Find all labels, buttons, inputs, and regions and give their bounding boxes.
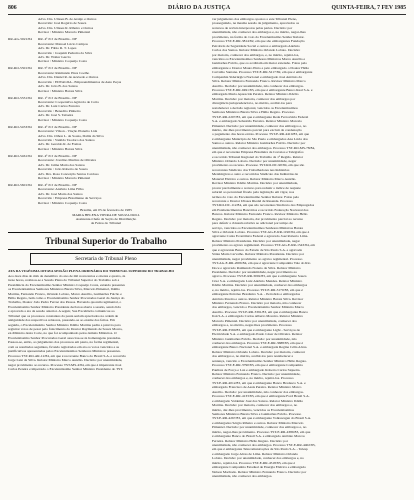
minutes-line: Relator Ministro Orlando Lobato. Decisão: por maioria, conhecer [212,349,306,354]
minutes-line: dos embargos e, no mérito, acolhê-los para restabelecer a [212,354,294,359]
entry-text: Adv. Dr. Fábio R. T. Lopes [38,46,77,51]
minutes-line: Processo TST-E-RR-4133/83, em que é embargante Ford Brasil S.A. [212,394,310,399]
secretaria-box [30,253,182,266]
minutes-line: S.A. e embargado Sebastião Ferreira. Relator Ministro Marcelo [212,119,302,124]
minutes-line: Ildélio Martins. Decisão: por unanimidade, conhecer dos embargos [212,283,308,288]
entry-text: RR. 4ª JCJ de Brasília - DF [38,124,77,129]
entry-text: Revisor : Ministro Barata Silva [38,146,83,151]
minutes-line: vencidos os Excelentíssimos Senhores Ministros Marco Aurélio e [212,56,306,61]
ata-line: Presidência do Excelentíssimo Senhor Ministro Coqueijo Costa, estando presentes [8,282,125,287]
ata-line: justificativas apresentadas pelos Excelentíssimos Senhores Ministros presentes. [8,349,121,354]
entry-text: Revisor : Ministro Coqueijo Costa [38,200,87,205]
minutes-line: unanimidade, não conhecer dos embargos. Processo TST-RO-MS-78/84, [212,145,316,150]
process-code: RR-RO-5301/84 [8,66,32,71]
ata-line: registrar votos de pesar pelo falecimento do Doutor Raymundo de Souza Moura, [8,327,123,331]
process-code: RR-RO-5601/84 [8,182,32,187]
minutes-line: é embargante Município de São Paulo e embargados Ana Lúcia dos [212,136,308,141]
minutes-line: Metalúrgicas e outro e recorridos Sindicato das Indústrias de [212,172,299,177]
minutes-line: Senhores Ministros Barata Silva e Guimarães Falcão. Processo [212,411,302,416]
minutes-line: agravo. Processo TST-E-RR-3002/83, em que é embargante Souza [212,274,307,279]
minutes-line: Guimarães Falcão, que os acolhiam em maior extensão. Falou pelo [212,61,308,66]
entry-text: Revisor : Ministro Marcelo Pimentel [38,30,91,35]
ata-line: treze horas, realizou-se a Sessão Plena do Tribunal Superior do Trabalho sob a [8,278,120,283]
ata-line: Passou-se, então, ao julgamento dos processos em pauta, na forma regimental, [8,340,120,345]
ata-line: Excelentíssimo Senhor Ministro Presidente declarou aberta a sessão, sendo lida [8,304,121,309]
minutes-line: TST-E-RR-2207/83, em que é embargante Rede Ferroviária Federal [212,114,309,119]
process-code: RR-RO-5453/84 [8,124,32,129]
minutes-line: dos embargos, vencido o Excelentíssimo Senhor Ministro Marco [212,305,304,310]
ata-heading: ATA DA VIGÉSIMA OITAVA SESSÃO PLENA ORDINÁRIA DO TRIBUNAL SUPERIOR DO TRABALHO [8,269,175,274]
minutes-line: é embargante Banco do Brasil S.A. e embargado Antônio Marcos [212,434,305,439]
entry-text: Recorrente: Manoel Lúcio Campos [38,41,88,46]
distribution-list [8,17,204,205]
ata-line: seguida, o Excelentíssimo Senhor Ministro Ildélio Martins pediu a palavra para [8,322,121,327]
minutes-line: provimento ao recurso. Processo TST-RO-DC-90/84, em que são [212,163,305,168]
entry-text: RR. 5ª JCJ de Brasília - DF [38,66,77,71]
ata-text [8,269,204,371]
minutes-line: mérito, negar-lhes provimento. Processo TST-E-RR-4389/83, em que [212,429,311,434]
entry-text: Adv. Dr. Walter Garcia [38,55,71,59]
page-header [8,4,406,15]
minutes-line: Silva. Relator Ministro Fernando Franco. Revisor Ministro Marco [212,79,306,84]
minutes-line: Processo TST-E-RR-0491/83, em que é embargante Banco Real S.A. e [212,88,313,92]
minutes-line: unanimidade, não conhecer dos embargos e, no mérito, negar-lhes [212,30,306,35]
entry-line [8,147,204,151]
ata-line: os Excelentíssimos Senhores Ministros Barata Silva, Marcelo Pimentel, Ildélio [8,287,120,292]
ata-line: Jorge Luiz da Silva. Relator Ministro Marco Aurélio. Decisão: por unanimidade, [8,358,123,363]
signatory-name: MARIA HELENA VIEIRA DE SOUZA DOLL [72,212,140,217]
minutes-line: Martins. Decisão: por maioria, conhecer dos embargos e, no [212,403,298,408]
minutes-line: Bancos. Relator Ministro Fernando Franco. Revisor Ministro Hélio [212,212,308,217]
minutes-line: TST-E-RR-4012/83, em que é embargante Banco Bradesco S.A. e [212,380,306,385]
ata-line: Tribunal que os processos constantes da pauta seriam apreciados na ordem de [8,313,119,318]
closing-date: Brasília, em 05 de fevereiro de 1985 [80,208,132,213]
distribution-entry [8,183,204,205]
ata-line: Carlos Pereira e impetrado o Excelentíssimo Senhor Ministro Presidente do TST. [8,366,124,371]
minutes-line: e embargado Valdemar José dos Santos. Relator Ministro Ildélio [212,398,304,403]
minutes-line: Revisor Ministro Ildélio Martins. Decisão: por unanimidade, [212,181,299,186]
minutes-line: recorrentes Sindicato dos Trabalhadores nas Indústrias [212,167,290,172]
entry-text: Adv. Dr. Jaime Maria dos Santos [38,162,85,167]
entry-text: Adv. Dr. José Maria dos Santos [38,191,83,196]
entry-text: Recorrente: Cooperativa Agrícola de Cotia [38,99,99,104]
process-code: RR-AG-5021/84 [8,37,32,42]
entry-line [8,89,204,93]
entry-text: Recorrente: Vilson - Viação Planalto Ltda [38,129,98,134]
minutes-line: recorrente o Doutor Ulisses Riedel de Resende. Processo [212,198,293,203]
minutes-line: Aurélio. Decisão: por unanimidade, não conhecer dos embargos. [212,389,304,394]
page-number: 806 [8,5,17,11]
minutes-line: e, no mérito, rejeitá-los. Processo TST-E-RR-3170/83, em que é [212,287,303,292]
signatory-section: de Feitos do Tribunal [90,221,122,226]
distribution-entry [8,17,204,35]
minutes-line: mérito, dar-lhes provimento parcial para excluir da condenação [212,127,302,132]
entry-line [8,176,204,180]
minutes-line: recursos de revista interpostos pelas partes. Decisão: por [212,25,293,30]
minutes-line: agravante Caixa Econômica Federal e agravado José Roberto Lima. [212,234,309,239]
minutes-line: salarial ao percentual fixado pela legislação em vigor, nos [212,190,295,195]
left-column [8,17,204,371]
minutes-line: Ferreira. Relator Ministro Hélio Regato. Decisão: por [212,438,289,443]
minutes-line: unanimidade, negar provimento ao agravo regimental. Processo [212,256,303,261]
minutes-line: conhecer dos embargos. Processo TST-E-RR-3688/83, em que é [212,340,304,345]
minutes-line: Doce e agravado Raimundo Nonato da Silva. Relator Ministro [212,265,301,270]
secretaria-title: Secretaria do Tribunal Pleno [75,255,137,262]
minutes-line: que é agravante Banco do Estado de São Paulo S.A. e agravada [212,247,302,252]
minutes-line: Processo TST-E-RR-3814/82, em que são embargantes Fundação [212,39,305,44]
entry-line [8,30,204,34]
minutes-line: Carlos dos Santos. Relator Ministro Orlando Lobato. Decisão: [212,48,301,53]
ata-line: Martins, Fernando Franco, Orlando Lobato, Marco Aurélio, Guimarães Falcão e [8,291,122,296]
minutes-line: Lobato. Decisão: por unanimidade, conhecer dos embargos e, no [212,456,304,461]
minutes-line: embargado Francisco de Assis Pereira. Relator Ministro Marco [212,385,302,390]
minutes-line: para deferir a cláusula relativa ao adicional por tempo de [212,221,293,226]
minutes-line: TST-RO-DC-112/84, em que são recorrentes Sindicato dos Empregados [212,203,315,208]
minutes-line: e embargado Jorge Alves de Lima. Relator Ministro Orlando [212,451,299,456]
minutes-line: Marcelo Pimentel. Decisão: por unanimidade, conhecer dos [212,318,297,323]
minutes-line: prover parcialmente o recurso para reduzir o índice de reajuste [212,185,301,190]
minutes-line: Pimentel. Decisão: por unanimidade, conhecer dos embargos e, no [212,123,307,128]
entry-text: RR. 1ª JCJ de Brasília - DF [38,95,77,100]
entry-text: Recorrido : Empresa Brasiliense de Serviços [38,196,102,201]
entry-text: Recorrido : Benedito Pinheiro [38,108,81,113]
ata-line: e aprovada a ata da sessão anterior. A seguir, Sua Excelência comunicou ao [8,309,115,314]
right-column [212,17,408,495]
ata-line: Processo TST-RO-AR-12/84, em que é recorrente Banco do Brasil S.A. e recorrido [8,353,127,358]
ata-line: com os resultados seguintes, ficando registrados em ata os votos vencidos e as [8,344,120,349]
entry-text: Adv. Dr. João B. dos Santos [38,84,78,89]
minutes-line: unanimidade, não conhecer dos embargos. Processo TST-E-RR-4402/83, [212,443,316,447]
minutes-line: Regato. Decisão: por maioria, dar provimento parcial ao recurso [212,216,304,221]
entry-text: Recorrido : João Roberto de Souza [38,167,88,172]
minutes-line: ver julgamento dos embargos opostos a este Tribunal Pleno, [212,17,298,21]
ata-line: negar provimento ao recurso. Processo TST-MS-4/84, em que é impetrante José [8,362,122,367]
minutes-line: Petrobrás de Seguridade Social e outros e embargado Antônio [212,43,300,48]
entry-line [8,59,204,63]
minutes-line: TST-AG-E-RR-2006/84, em que é agravante Companhia Vale do Rio [212,261,311,266]
publication-title: DIÁRIO DA JUSTIÇA [168,5,231,11]
distribution-entry [8,37,204,64]
entry-text: RR. 4ª JCJ de Brasília - DF [38,153,77,158]
minutes-line: embargada Maria Aparecida Pereira. Relator Ministro Ildélio [212,92,299,97]
minutes-line: Material Elétrico e outros. Relator Ministro Marco Aurélio. [212,176,297,181]
distribution-entry [8,125,204,152]
minutes-line: Nelson Machado. Relator Ministro Fernando Franco. Decisão: por [212,469,307,474]
minutes-line: Ministro Orlando Lobato. Decisão: por unanimidade, negar [212,159,297,163]
minutes-line: divergência jurisprudencial e, no mérito, acolhê-los para [212,101,292,106]
minutes-line: Presidente. Decisão: por unanimidade, negar provimento ao [212,269,297,274]
minutes-line: serviço, vencidos os Excelentíssimos Senhores Ministros Barata [212,225,304,230]
entry-text: Adv. Dr. Geraldo R. de Freitas [38,142,82,147]
minutes-line: em Estabelecimentos Bancários e recorrido Federação Nacional dos [212,207,309,212]
publication-date: QUINTA-FEIRA, 7 FEV 1985 [331,5,406,11]
entry-line [8,201,204,205]
minutes-line: embargante Banco Nacional S.A. e embargada Regina Célia Alves. [212,345,308,350]
minutes-line: Ministro Guimarães Falcão. Decisão: por unanimidade, não [212,336,297,341]
minutes-line: termos do voto do Excelentíssimo Senhor Relator. Falou pelo [212,194,300,199]
minutes-line: Antônio Pereira e outros. Relator Ministro Barata Silva. Revisor [212,296,304,301]
minutes-line: conhecer dos embargos e, no mérito, rejeitá-los. Processo [212,376,294,381]
entry-text: Adv. Dra. Rosa Conceição Santos Cardoso [38,171,99,176]
entry-text: Adv. Dr. José S. Teixeira [38,113,74,118]
entry-text: Recorrente: Raimundo Pires Coelho [38,70,90,75]
entry-text: Advs. Drs. Ulisses R. Ribeiro e Outros [38,25,94,30]
ata-line: ex-Ministro desta Corte, no que foi acompanhado pelos demais Ministros. O [8,331,117,336]
minutes-line: mérito, rejeitá-los. Processo TST-E-RR-4518/83, em que é [212,460,296,465]
entry-text: Recorrido : Vanildo Teodoro dos Santos [38,137,95,142]
minutes-line: Processo TST-E-RR-3790/83, em que é embargante Companhia [212,363,303,368]
minutes-line: em que é embargante Telecomunicações de São Paulo S.A. - Telesp [212,447,308,452]
minutes-line: e recorrido Tribunal Regional do Trabalho da 1ª Região. Relator [212,154,304,159]
ata-body [8,274,204,372]
minutes-line: Ministro Fernando Franco. Decisão: por maioria, não conhecer [212,301,302,305]
minutes-line: o pagamento das horas extras. Processo TST-E-RR-4410/83, em que [212,132,310,137]
minutes-line: mérito, dar-lhes provimento, vencidos os Excelentíssimos [212,407,294,412]
minutes-line: Sônia Maria Carvalho. Relator Ministro Presidente. Decisão: por [212,252,305,257]
process-code: RR-RO-5331/84 [8,95,32,100]
entry-text: Revisor : Ministro Coqueijo Costa [38,117,87,122]
distribution-entry [8,96,204,123]
minutes-line: provimento, na forma do voto do Excelentíssimo Senhor Relator. [212,34,305,39]
entry-text: Recorrente: Jovelino Martins de Oliveira [38,158,97,163]
minutes-line: prosseguindo, na mesma sessão de julgamento, apreciados os [212,21,299,26]
minutes-line: embargos e, no mérito, negar-lhes provimento. Processo [212,323,292,328]
entry-line [8,118,204,122]
minutes-line: Aurélio. Decisão: por unanimidade, não conhecer dos embargos. [212,83,304,88]
minutes-line: TST-E-RR-3560/83, em que é embargante Light - Serviços de [212,327,300,332]
minutes-line: Cruz S.A. e embargado Luiz Antônio Mendes. Relator Ministro [212,278,303,283]
minutes-line: por maioria, conhecer dos embargos, e, no mérito, rejeitá-los, [212,52,300,57]
minutes-line: Eletricidade S.A. e embargado Paulo César de Oliveira. Relator [212,332,303,337]
minutes-line: TST-E-RR-4267/83, em que é embargante Volkswagen do Brasil S.A. [212,416,312,421]
minutes-line: Senhores Ministros Barata Silva e Hélio Regato. Processo [212,110,295,115]
minutes-line: Paulista de Força e Luz e embargado Roberto Carlos Siqueira. [212,367,301,372]
closing-signature [8,208,204,226]
minutes-line: embargante o Doutor Mauro Pinto e pelo embargado o Doutor Hélio [212,65,310,70]
minutes-line: Santos e outros. Relator Ministro Guimarães Falcão. Decisão: por [212,141,306,146]
minutes-line: Companhia Siderúrgica Nacional e embargado José Antônio da [212,74,302,79]
minutes-line: e embargados Sérgio Ribeiro e outros. Relator Ministro Marcelo [212,420,304,425]
minutes-line: Relator Ministro Fernando Franco. Decisão: por unanimidade, [212,372,301,376]
minutes-line: provimento ao agravo regimental. Processo TST-AG-E-RR-1543/84, em [212,243,315,248]
entry-text: Recorrido: José Rogério de Souza [38,21,87,26]
distribution-entry [8,66,204,93]
entry-text: RR. 4ª JCJ de Brasília - DF [38,37,77,42]
ata-line: Excelentíssimo Senhor Procurador-Geral associou-se às homenagens prestadas. [8,335,121,340]
ata-line: Aos doze dias do mês de dezembro do ano de mil novecentos e oitenta e quatro, às [8,273,126,278]
entry-text: Advs. Drs. Daniel R. de Azevedo e Outros [38,75,99,80]
entry-text: RR. 4ª JCJ de Brasília - DF [38,182,77,187]
distribution-entry [8,154,204,181]
entry-text: Revisor : Ministro Barata Silva [38,88,83,93]
minutes-line: Relator Ministro Presidente. Decisão: por unanimidade, negar [212,238,300,243]
minutes-line: sentença, vencido o Excelentíssimo Senhor Ministro Hélio Regato. [212,358,308,363]
ata-line: antiguidade dos respectivos relatores, passando-se ao exame dos feitos. Em [8,318,115,323]
entry-text: Adv. Dr. Luiz Carlos Ferreira [38,104,80,109]
entry-text: Recorrido : EDVALDA - Empreendimentos de Auto Peças [38,79,122,84]
signatory-role: Assistente-Chefe da Seção de Distribuição [75,216,137,221]
minutes-line: Aurélio. Processo TST-E-RR-3391/83, em que é embargante Banco [212,309,308,314]
minutes-line: restabelecer a decisão regional, vencidos os Excelentíssimos [212,105,298,110]
tribunal-banner [8,232,204,250]
ata-line: Trabalho, Doutor João Pedro Ferraz dos Passos. Havendo quorum regimental, o [8,300,122,305]
entry-text: Advs. Drs. Ulisses B. de Araújo e Outros [38,17,97,21]
entry-text: Revisor : Ministro Coqueijo Costa [38,59,87,64]
ata-line: Hélio Regato, bem como o Excelentíssimo Senhor Procurador-Geral da Justiça do [8,295,125,300]
entry-text: Advs. Drs. Othon L. de Souza, Dalila da Silva [38,133,104,138]
minutes-line: Martins. Decisão: por maioria, conhecer dos embargos por [212,96,296,101]
entry-text: Revisor : Ministro Marcelo Pimentel [38,175,91,180]
minutes-line: Carvalho Santana. Processo TST-E-RR-5217/82, em que é embargante [212,70,313,75]
minutes-line: unanimidade, não conhecer dos embargos. [212,474,273,479]
entry-text: Recorrido : Joaquim Pedreira da Silva [38,50,93,55]
minutes-line: em que é recorrente Empresa Brasileira de Correios e Telégrafos [212,150,304,155]
entry-text: Recorrente: Antônio Lima Filho [38,187,84,192]
process-code: RR-RO-5461/84 [8,153,32,158]
minutes-line: Pimentel. Decisão: por unanimidade, conhecer dos embargos e, no [212,425,307,430]
minutes-line: Silva e Orlando Lobato. Processo TST-AG-E-RR-1190/84, em que é [212,230,310,234]
minutes-line: embargante Companhia Estadual de Energia Elétrica e embargado [212,465,306,470]
minutes-line: Itaú S.A. e embargado Carlos Alberto Moreira. Relator Ministro [212,314,304,319]
tribunal-title: Tribunal Superior do Trabalho [45,235,167,246]
minutes-line: embargante Petróleo Brasileiro S.A. - Petrobrás e embargados [212,292,301,297]
